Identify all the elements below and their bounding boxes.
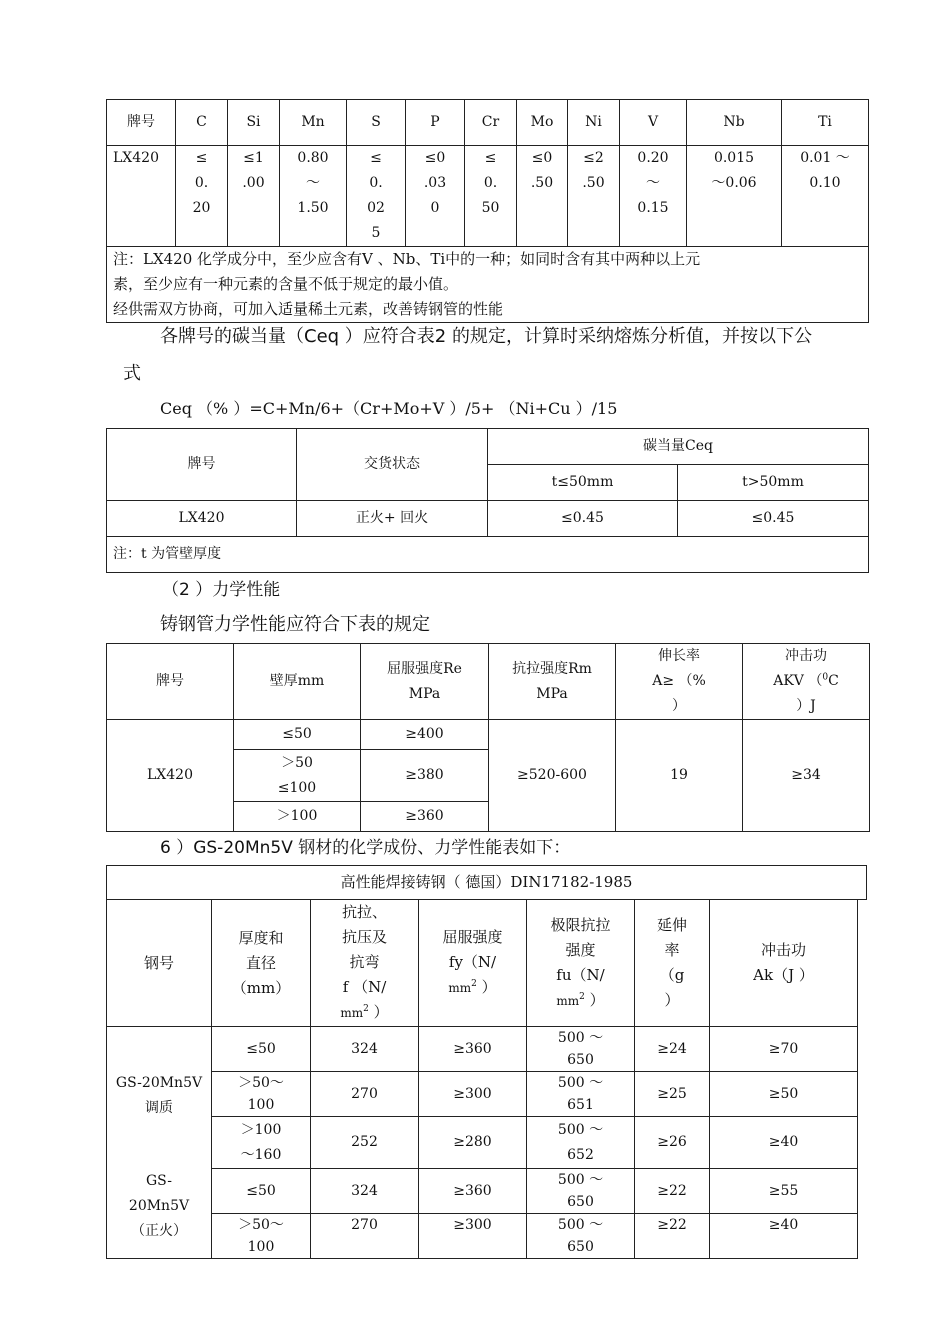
header-ultimate-fu: 极限抗拉 强度 fu（N/ $mm^2$ ） [527, 900, 635, 1027]
thickness-cell: ≤50 [212, 1027, 311, 1072]
value-cell-s: ≤ 0. 02 5 [347, 146, 406, 247]
header-steel-grade: 钢号 [107, 900, 212, 1027]
f-cell: 324 [311, 1169, 419, 1214]
f-cell: 270 [311, 1214, 419, 1259]
header-tensile-f: 抗拉、 抗压及 抗弯 f （N/ $mm^2$ ） [311, 900, 419, 1027]
header-elongation: 延伸 率 （g ） [635, 900, 710, 1027]
elongation-cell: ≥22 [635, 1169, 710, 1214]
mechanical-properties-table [106, 643, 870, 832]
value-cell-ti: 0.01 ～ 0.10 [782, 146, 869, 247]
elongation-cell: ≥25 [635, 1072, 710, 1117]
grade-cell: LX420 [107, 720, 234, 832]
thickness-cell: ＞100 ～160 [212, 1117, 311, 1169]
header-yield-strength: 屈服强度Re MPa [361, 644, 489, 720]
value-cell-cr: ≤ 0. 50 [465, 146, 517, 247]
impact-cell: ≥34 [743, 720, 870, 832]
section-heading-mechanical: （2 ）力学性能 [162, 580, 281, 600]
elongation-cell: ≥24 [635, 1027, 710, 1072]
value-cell-c: ≤ 0. 20 [176, 146, 228, 247]
thickness-cell: ＞50～ 100 [212, 1214, 311, 1259]
delivery-state-cell: 正火+ 回火 [297, 501, 488, 537]
header-grade: 牌号 [107, 644, 234, 720]
table-row [107, 720, 870, 750]
paragraph-carbon-equivalent: 各牌号的碳当量（Ceq ）应符合表2 的规定，计算时采纳熔炼分析值，并按以下公 [160, 326, 812, 347]
table-row [107, 1214, 867, 1259]
table-row [107, 1027, 867, 1072]
header-impact-ak: 冲击功 Ak（J ） [710, 900, 858, 1027]
grade-cell: LX420 [107, 501, 297, 537]
fy-cell: ≥280 [419, 1117, 527, 1169]
header-cell: Nb [687, 100, 782, 146]
header-thickness-gt50: t>50mm [678, 465, 869, 501]
impact-cell: ≥55 [710, 1169, 858, 1214]
thickness-cell: ≤50 [234, 720, 361, 750]
spacer-cell [858, 1169, 867, 1214]
impact-cell: ≥40 [710, 1214, 858, 1259]
ceq-formula: Ceq （% ）=C+Mn/6+（Cr+Mo+V ）/5+ （Ni+Cu ）/15 [160, 399, 618, 418]
table-note: 注：t 为管壁厚度 [107, 537, 869, 573]
impact-cell: ≥50 [710, 1072, 858, 1117]
table-row [107, 1169, 867, 1214]
header-impact-energy: 冲击功 AKV （$^0$C ）J [743, 644, 870, 720]
carbon-equivalent-table [106, 428, 869, 573]
spacer-cell [858, 1072, 867, 1117]
header-elongation: 伸长率 A≥ （% ） [616, 644, 743, 720]
gs20mn5v-table [106, 865, 867, 1259]
table-row [107, 146, 869, 247]
table-row [107, 1072, 867, 1117]
spacer-cell [858, 1117, 867, 1169]
value-cell-nb: 0.015 ～0.06 [687, 146, 782, 247]
yield-cell: ≥360 [361, 802, 489, 832]
elongation-cell: ≥22 [635, 1214, 710, 1259]
fy-cell: ≥360 [419, 1027, 527, 1072]
header-yield-fy: 屈服强度 fy（N/ $mm^2$ ） [419, 900, 527, 1027]
value-cell-mn: 0.80 ～ 1.50 [280, 146, 347, 247]
header-ceq: 碳当量Ceq [488, 429, 869, 465]
fy-cell: ≥300 [419, 1214, 527, 1259]
value-cell-v: 0.20 ～ 0.15 [620, 146, 687, 247]
ceq-value-cell: ≤0.45 [678, 501, 869, 537]
table-header-row [107, 100, 869, 146]
grade-group-tempered: GS-20Mn5V 调质 [107, 1027, 212, 1169]
fy-cell: ≥300 [419, 1072, 527, 1117]
value-cell-ni: ≤2 .50 [568, 146, 620, 247]
header-cell: P [406, 100, 465, 146]
impact-cell: ≥40 [710, 1117, 858, 1169]
table-title: 高性能焊接铸钢（ 德国）DIN17182-1985 [107, 866, 867, 900]
fy-cell: ≥360 [419, 1169, 527, 1214]
thickness-cell: ＞100 [234, 802, 361, 832]
header-cell: Mn [280, 100, 347, 146]
section-heading-gs20mn5v: 6 ）GS-20Mn5V 钢材的化学成份、力学性能表如下： [160, 838, 571, 858]
header-cell: Mo [517, 100, 568, 146]
tensile-cell: ≥520-600 [489, 720, 616, 832]
header-grade: 牌号 [107, 429, 297, 501]
header-cell: V [620, 100, 687, 146]
header-wall-thickness: 壁厚mm [234, 644, 361, 720]
thickness-cell: ≤50 [212, 1169, 311, 1214]
note-row [107, 247, 869, 323]
fu-cell: 500 ～ 650 [527, 1214, 635, 1259]
section-description: 铸钢管力学性能应符合下表的规定 [160, 614, 430, 635]
ceq-value-cell: ≤0.45 [488, 501, 678, 537]
fu-cell: 500 ～ 651 [527, 1072, 635, 1117]
value-cell-si: ≤1 .00 [228, 146, 280, 247]
spacer-cell [858, 1027, 867, 1072]
f-cell: 270 [311, 1072, 419, 1117]
header-thickness-le50: t≤50mm [488, 465, 678, 501]
header-cell: Ti [782, 100, 869, 146]
header-cell: S [347, 100, 406, 146]
f-cell: 324 [311, 1027, 419, 1072]
header-cell: Cr [465, 100, 517, 146]
grade-group-normalized: GS- 20Mn5V （正火） [107, 1169, 212, 1259]
header-delivery-state: 交货状态 [297, 429, 488, 501]
header-cell: 牌号 [107, 100, 176, 146]
yield-cell: ≥380 [361, 750, 489, 802]
table-row [107, 1117, 867, 1169]
thickness-cell: ＞50～ 100 [212, 1072, 311, 1117]
header-cell: C [176, 100, 228, 146]
table-row [107, 501, 869, 537]
fu-cell: 500 ～ 650 [527, 1027, 635, 1072]
f-cell: 252 [311, 1117, 419, 1169]
chem-composition-table [106, 99, 869, 323]
header-thickness: 厚度和 直径 （mm） [212, 900, 311, 1027]
header-tensile-strength: 抗拉强度Rm MPa [489, 644, 616, 720]
fu-cell: 500 ～ 650 [527, 1169, 635, 1214]
value-cell-p: ≤0 .03 0 [406, 146, 465, 247]
value-cell-mo: ≤0 .50 [517, 146, 568, 247]
thickness-cell: ＞50 ≤100 [234, 750, 361, 802]
grade-cell: LX420 [107, 146, 176, 247]
yield-cell: ≥400 [361, 720, 489, 750]
paragraph-carbon-equivalent-cont: 式 [123, 363, 141, 384]
spacer-cell [858, 1214, 867, 1259]
elongation-cell: ≥26 [635, 1117, 710, 1169]
spacer-cell [858, 900, 867, 1027]
elongation-cell: 19 [616, 720, 743, 832]
impact-cell: ≥70 [710, 1027, 858, 1072]
gs20mn5v-table-clip [106, 865, 867, 1255]
header-cell: Si [228, 100, 280, 146]
header-cell: Ni [568, 100, 620, 146]
fu-cell: 500 ～ 652 [527, 1117, 635, 1169]
table-note: 注：LX420 化学成分中，至少应含有V 、Nb、Ti中的一种；如同时含有其中两种以上元 素，至少应有一种元素的含量不低于规定的最小值。 经供需双方协商，可加入适量稀土元素，改善铸钢管的性能 [107, 247, 869, 323]
